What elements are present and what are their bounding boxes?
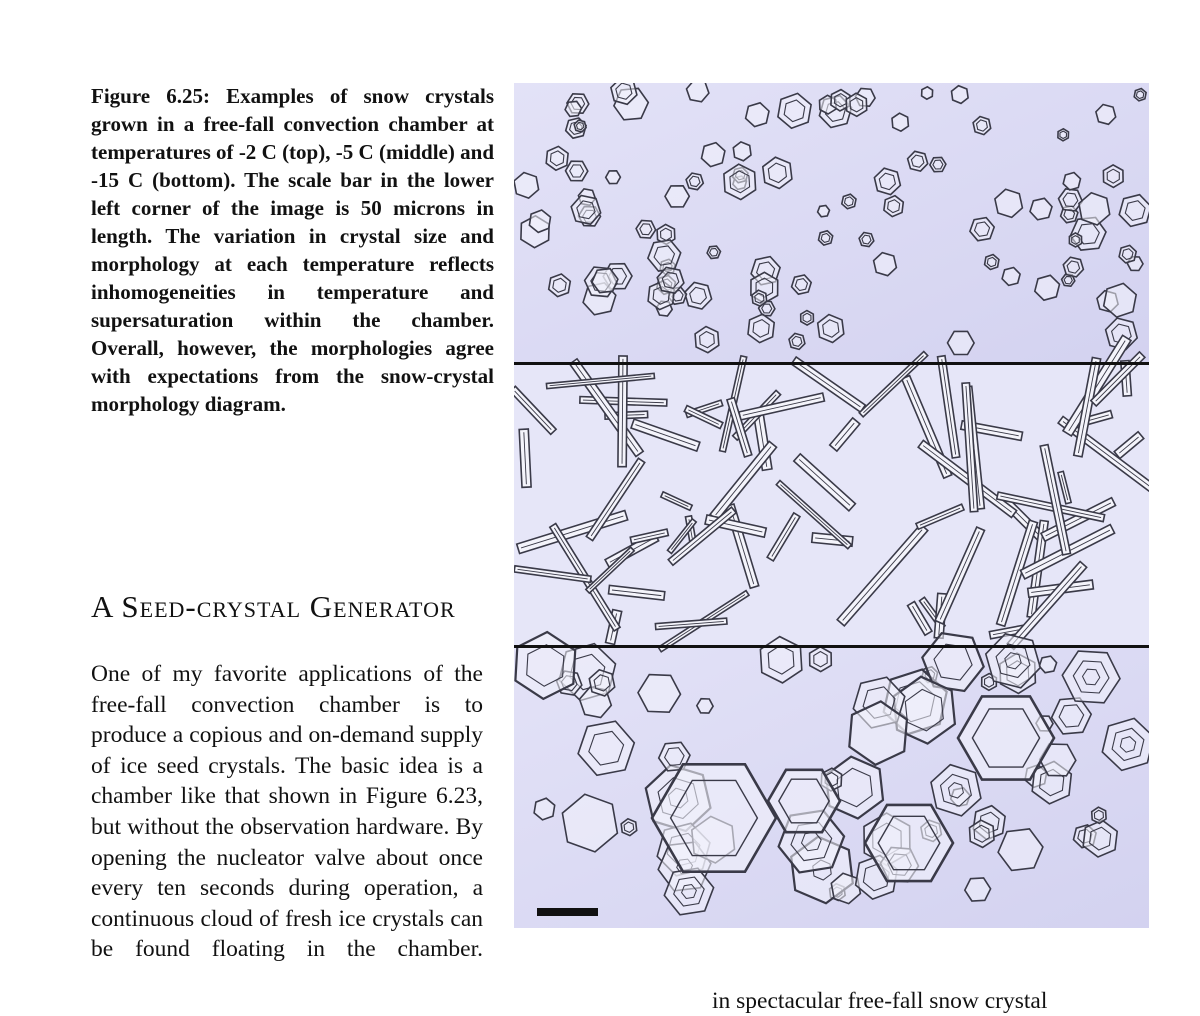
- hexagonal-plate-crystal: [818, 206, 830, 217]
- hexagonal-plate-crystal: [930, 157, 946, 171]
- hexagonal-plate-crystal: [1103, 165, 1123, 188]
- hexagonal-plate-crystal: [985, 255, 999, 270]
- hexagonal-plate-crystal: [1134, 89, 1146, 101]
- hexagonal-plate-crystal: [665, 186, 689, 207]
- hexagonal-plate-crystal: [952, 86, 969, 104]
- hexagonal-plate-crystal: [859, 233, 874, 247]
- hexagonal-plate-crystal: [606, 171, 621, 184]
- hexagonal-plate-crystal: [1092, 807, 1106, 823]
- hexagonal-plate-crystal: [636, 221, 656, 239]
- column-crystal: [618, 356, 627, 467]
- hexagonal-plate-crystal: [789, 333, 805, 349]
- snow-crystal-figure: [514, 83, 1149, 928]
- divider-line-lower: [514, 645, 1149, 648]
- scale-bar: [537, 908, 598, 916]
- hexagonal-plate-crystal: [566, 161, 588, 181]
- hexagonal-plate-crystal: [574, 120, 586, 132]
- hexagonal-plate-crystal: [707, 246, 720, 258]
- hexagonal-plate-crystal: [842, 194, 856, 209]
- hexagonal-plate-crystal: [733, 142, 751, 161]
- hexagonal-plate-crystal: [892, 113, 908, 131]
- hexagonal-plate-crystal: [810, 647, 832, 672]
- hexagonal-plate-crystal: [752, 290, 767, 306]
- body-paragraph: One of my favorite applications of the free-fall convection chamber is to produce a copious and on-demand supply of ice seed crystals. The basic idea is a chamber like that shown in Figure 6.23, but without the observation hardware. By opening the nucleator valve about once every ten seconds during operation, a continuous cloud of fresh ice crystals can be found floating in the chamber.: [91, 661, 483, 963]
- hexagonal-plate-crystal: [922, 87, 933, 99]
- divider-line-upper: [514, 362, 1149, 365]
- hexagonal-plate-crystal: [819, 231, 833, 245]
- figure-caption: Figure 6.25: Examples of snow crystals grown in a free-fall convection chamber at temperatures of -2 C (top), -5 C (middle) and -15 C (bottom). The scale bar in the lower left corner of the image is 50 microns in length. The variation in crystal size and morphology at each temperature reflects inhomogeneities in temperature and supersaturation within the chamber. Overall, however, the morphologies agree with expectations from the snow-crystal morphology diagram.: [91, 84, 494, 416]
- hexagonal-plate-crystal: [565, 101, 581, 116]
- hexagonal-plate-crystal: [697, 699, 713, 713]
- column-crystal: [519, 429, 531, 487]
- hexagonal-plate-crystal: [948, 331, 975, 354]
- footer-text-fragment: in spectacular free-fall snow crystal: [712, 988, 1048, 1014]
- hexagonal-plate-crystal: [686, 173, 703, 190]
- hexagonal-plate-crystal: [846, 93, 866, 116]
- section-heading: A Seed-crystal Generator: [91, 589, 456, 624]
- hexagonal-plate-crystal: [621, 819, 637, 836]
